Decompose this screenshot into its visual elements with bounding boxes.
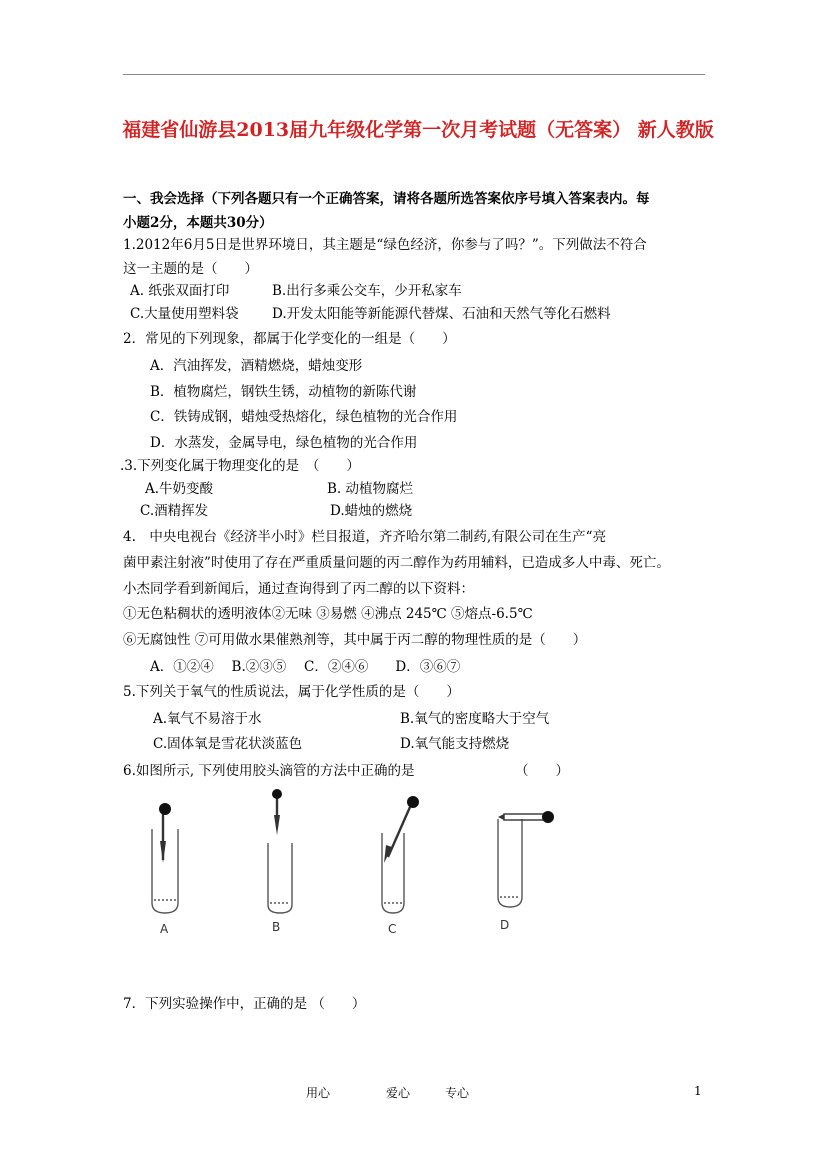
dropper-b-bulb (272, 789, 282, 799)
q4-stem-line1: 4. 中央电视台《经济半小时》栏目报道，齐齐哈尔第二制药,有限公司在生产“亮 (123, 529, 607, 545)
q1-stem-line2: 这一主题的是（ ） (123, 261, 258, 277)
footer-word-1: 用心 (306, 1086, 331, 1100)
dropper-b-tip (274, 815, 280, 835)
q4-stem-line4: ①无色粘稠状的透明液体②无味 ③易燃 ④沸点 245℃ ⑤熔点-6.5℃ (123, 606, 533, 622)
q2-option-a: A．汽油挥发，酒精燃烧，蜡烛变形 (150, 358, 363, 374)
document-title: 福建省仙游县2013届九年级化学第一次月考试题（无答案） 新人教版 (122, 119, 714, 141)
q6-stem: 6.如图所示, 下列使用胶头滴管的方法中正确的是 (123, 763, 415, 779)
q4-stem-line2: 菌甲素注射液”时使用了存在严重质量问题的丙二醇作为药用辅料，已造成多人中毒、死亡。 (123, 555, 670, 571)
q1-stem-line1: 1.2012年6月5日是世界环境日，其主题是“绿色经济，你参与了吗？”。下列做法不符合 (123, 237, 647, 253)
q2-option-c: C．铁铸成钢，蜡烛受热熔化，绿色植物的光合作用 (150, 409, 458, 425)
figure-b (268, 789, 292, 934)
dropper-c-stem (388, 807, 410, 857)
figure-a (152, 803, 178, 936)
dropper-d-stem (504, 814, 544, 820)
dropper-a-tip (160, 841, 166, 863)
dropper-a-bulb (159, 803, 171, 815)
section-heading-line2: 小题2分，本题共30分） (123, 215, 273, 231)
footer-word-3: 专心 (445, 1086, 470, 1100)
dropper-c-tip (384, 845, 392, 863)
page-number: 1 (694, 1084, 702, 1098)
dropper-figure (120, 785, 580, 945)
dropper-d-tip (498, 814, 504, 820)
q3-option-b: B. 动植物腐烂 (327, 481, 414, 497)
q4-options: A．①②④ B.②③⑤ C．②④⑥ D．③⑥⑦ (150, 659, 461, 675)
label-c: C (388, 922, 397, 936)
q3-option-a: A.牛奶变酸 (145, 481, 214, 497)
header-rule (123, 74, 705, 75)
q4-stem-line5: ⑥无腐蚀性 ⑦可用做水果催熟剂等，其中属于丙二醇的物理性质的是（ ） (123, 632, 587, 648)
q5-option-b: B.氧气的密度略大于空气 (400, 711, 550, 727)
dropper-d-bulb (542, 811, 554, 823)
q1-option-d: D.开发太阳能等新能源代替煤、石油和天然气等化石燃料 (272, 306, 611, 322)
q4-stem-line3: 小杰同学看到新闻后，通过查询得到了丙二醇的以下资料： (123, 581, 474, 597)
q5-option-c: C.固体氧是雪花状淡蓝色 (153, 736, 303, 752)
q3-stem: .3.下列变化属于物理变化的是 （ ） (120, 458, 360, 474)
q7-stem: 7．下列实验操作中，正确的是 （ ） (123, 996, 366, 1012)
section-heading-line1: 一、我会选择（下列各题只有一个正确答案，请将各题所选答案依序号填入答案表内。每 (123, 191, 650, 207)
q1-option-a: A. 纸张双面打印 (130, 283, 230, 299)
dropper-c-bulb (407, 796, 419, 808)
q2-option-d: D．水蒸发，金属导电，绿色植物的光合作用 (150, 435, 418, 451)
label-d: D (500, 918, 510, 932)
q2-stem: 2．常见的下列现象，都属于化学变化的一组是（ ） (123, 331, 456, 347)
q3-option-d: D.蜡烛的燃烧 (330, 503, 413, 519)
q2-option-b: B．植物腐烂，钢铁生锈，动植物的新陈代谢 (150, 384, 417, 400)
figure-c (382, 796, 419, 936)
figure-d (498, 811, 554, 932)
q6-answer-paren: （ ） (515, 763, 569, 779)
q3-option-c: C.酒精挥发 (140, 503, 209, 519)
q5-stem: 5.下列关于氧气的性质说法，属于化学性质的是（ ） (123, 684, 460, 700)
label-b: B (272, 920, 281, 934)
test-tube-d (498, 819, 522, 907)
q5-option-a: A.氧气不易溶于水 (153, 711, 262, 727)
footer-word-2: 爱心 (386, 1086, 411, 1100)
q1-option-b: B.出行多乘公交车，少开私家车 (272, 283, 462, 299)
q1-option-c: C.大量使用塑料袋 (130, 306, 239, 322)
q5-option-d: D.氧气能支持燃烧 (400, 736, 510, 752)
label-a: A (160, 922, 169, 936)
